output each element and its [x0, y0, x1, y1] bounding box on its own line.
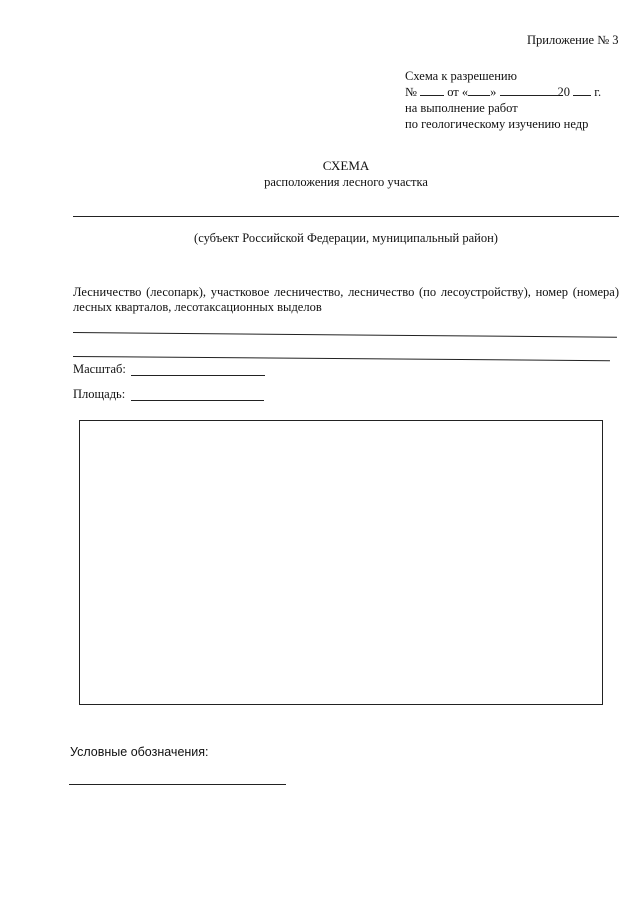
forestry-description: Лесничество (лесопарк), участковое лесничество, лесничество (по лесоустройству), номер (номера) лесных кварталов, лесотаксационных выделов — [73, 285, 619, 314]
day-blank — [468, 84, 490, 96]
permit-number-date-line — [405, 84, 601, 100]
scale-label: Масштаб: — [73, 362, 126, 376]
forestry-fill-line-2 — [73, 356, 610, 361]
date-from-label: от « — [447, 85, 469, 99]
date-quote-close: » — [490, 85, 497, 99]
appendix-number: Приложение № 3 — [527, 33, 619, 47]
year-blank — [573, 84, 591, 96]
legend-fill-line — [69, 784, 286, 785]
permit-reference-work: на выполнение работ — [405, 101, 518, 115]
area-fill-line — [131, 400, 264, 401]
scale-fill-line — [131, 375, 265, 376]
legend-label: Условные обозначения: — [70, 745, 209, 759]
year-prefix: 20 — [557, 85, 570, 99]
permit-reference-block — [405, 68, 601, 132]
document-subtitle: расположения лесного участка — [264, 175, 428, 189]
subject-fill-line — [73, 216, 619, 217]
permit-number-blank — [420, 84, 444, 96]
subject-caption: (субъект Российской Федерации, муниципальный район) — [194, 231, 498, 245]
forestry-fill-line-1 — [73, 332, 617, 338]
area-label: Площадь: — [73, 387, 126, 401]
permit-reference-title: Схема к разрешению — [405, 69, 517, 83]
month-blank — [500, 84, 558, 96]
permit-reference-purpose: по геологическому изучению недр — [405, 117, 589, 131]
number-sign: № — [405, 85, 417, 99]
scheme-drawing-box — [79, 420, 603, 705]
year-suffix: г. — [594, 85, 602, 99]
document-title: СХЕМА — [322, 158, 370, 173]
